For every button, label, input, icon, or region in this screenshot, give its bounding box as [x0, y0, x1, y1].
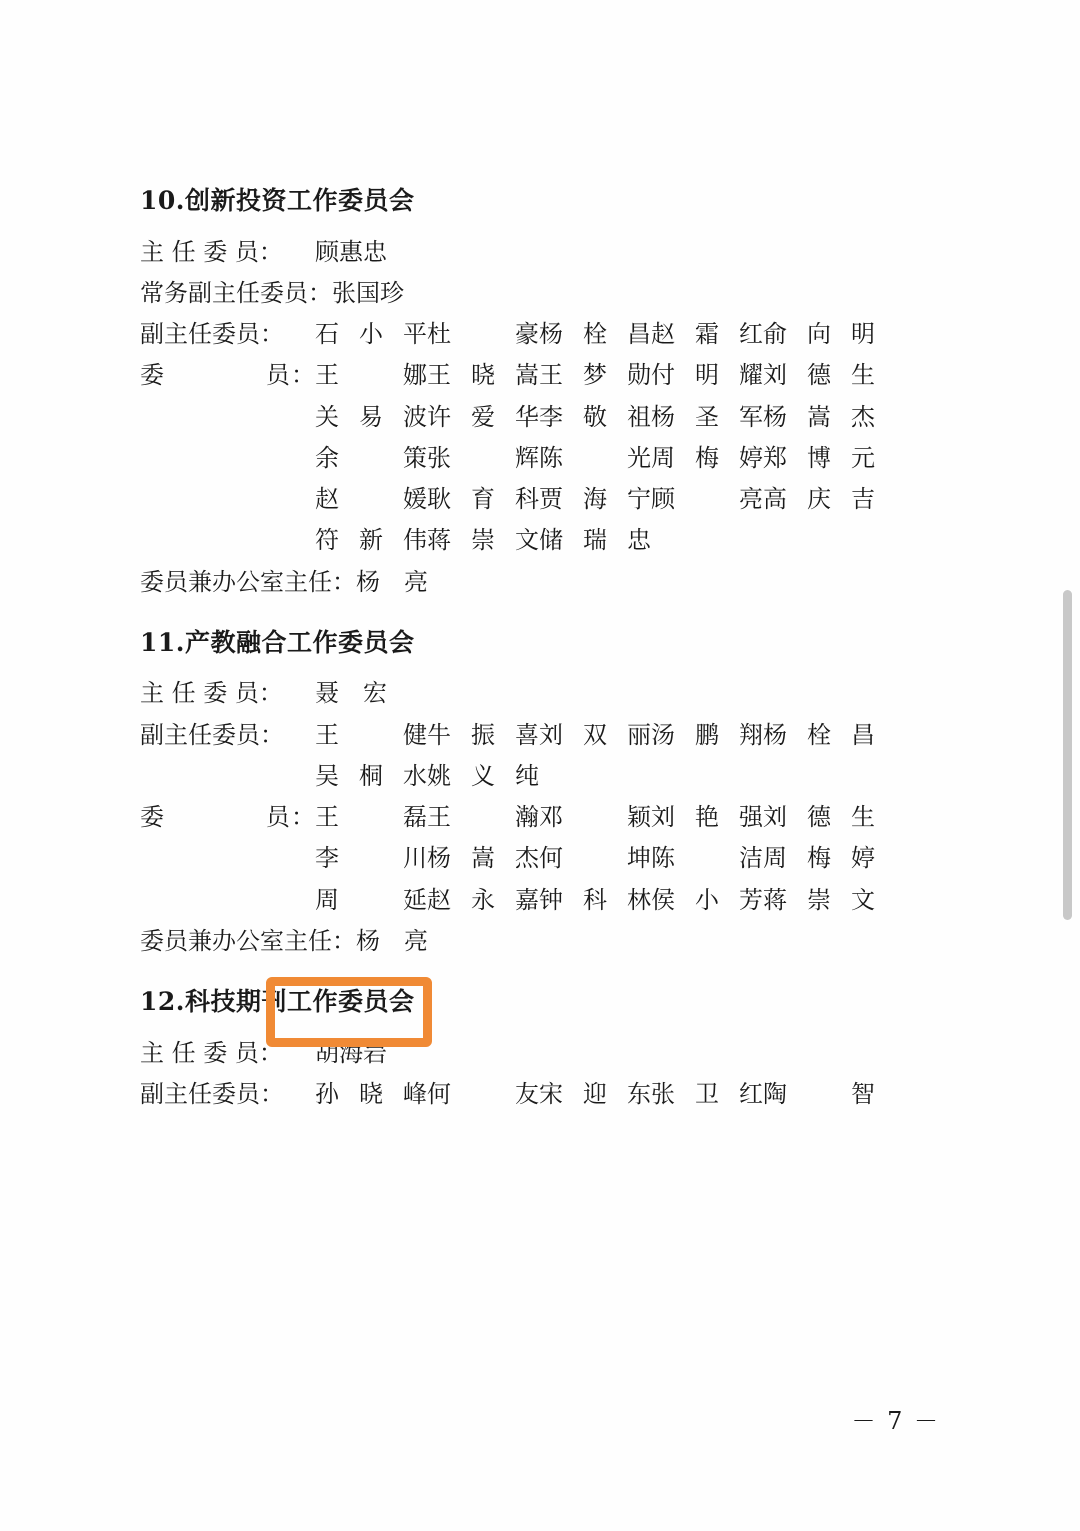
person-name: 陈 光	[539, 443, 651, 472]
person-name: 姚义纯	[427, 761, 539, 790]
document-content	[140, 185, 900, 1115]
person-name: 关易波	[315, 402, 427, 431]
row-members	[140, 355, 900, 396]
person-name: 刘德生	[763, 361, 875, 390]
person-name: 吴桐水	[315, 761, 427, 790]
person-name: 王 瀚	[427, 803, 539, 832]
row-vice-chairmen	[140, 314, 900, 355]
person-name: 杨栓昌	[539, 320, 651, 349]
person-name: 王 磊	[315, 803, 427, 832]
person-name: 宋迎东	[539, 1080, 651, 1109]
person-name: 侯小芳	[651, 885, 763, 914]
section-10-number: 10.	[140, 186, 185, 215]
row-chairman	[140, 673, 900, 714]
person-name: 杨栓昌	[763, 720, 875, 749]
row-members	[140, 797, 900, 838]
person-name: 俞向明	[763, 320, 875, 349]
row-label: 委 员：	[140, 361, 315, 390]
row-members-cont	[140, 479, 900, 520]
section-12-title	[140, 986, 900, 1019]
person-name: 赵霜红	[651, 320, 763, 349]
section-11-number: 11.	[140, 627, 185, 657]
person-name: 高庆吉	[763, 485, 875, 514]
person-name: 聂 宏	[315, 679, 387, 708]
person-name: 周梅婷	[763, 844, 875, 873]
person-name: 符新伟	[315, 526, 427, 555]
person-name: 刘德生	[763, 803, 875, 832]
person-name: 蒋崇文	[427, 526, 539, 555]
person-name: 许爱华	[427, 402, 539, 431]
row-member-and-office-director	[140, 921, 900, 962]
section-11-title	[140, 627, 900, 660]
page-number: － 7 －	[851, 1407, 940, 1435]
section-10-title	[140, 185, 900, 218]
person-name: 赵 媛	[315, 485, 427, 514]
row-members-cont	[140, 520, 900, 561]
section-10	[140, 185, 900, 603]
person-name: 顾惠忠	[315, 237, 387, 266]
person-name: 郑博元	[763, 443, 875, 472]
section-11	[140, 627, 900, 962]
section-11-heading: 产教融合工作委员会	[185, 627, 415, 657]
person-name: 张 辉	[427, 443, 539, 472]
person-name: 储瑞忠	[539, 526, 651, 555]
person-name: 李敬祖	[539, 402, 651, 431]
section-12	[140, 986, 900, 1115]
person-name: 耿育科	[427, 485, 539, 514]
section-spacer	[140, 962, 900, 986]
scrollbar-track[interactable]	[1066, 0, 1076, 1531]
person-name: 杨圣军	[651, 402, 763, 431]
person-name: 杨 亮	[356, 567, 428, 596]
person-name: 顾 亮	[651, 485, 763, 514]
row-member-and-office-director	[140, 562, 900, 603]
row-chairman	[140, 232, 900, 273]
section-12-heading: 科技期刊工作委员会	[185, 987, 415, 1017]
row-label: 主 任 委 员：	[140, 237, 283, 266]
person-name: 杨嵩杰	[763, 402, 875, 431]
person-name: 石小平	[315, 320, 427, 349]
row-chairman	[140, 1033, 900, 1074]
person-name: 杨嵩杰	[427, 844, 539, 873]
person-name: 王 健	[315, 720, 427, 749]
person-name: 牛振喜	[427, 720, 539, 749]
person-name: 孙晓峰	[315, 1080, 427, 1109]
row-label: 主 任 委 员：	[140, 679, 283, 708]
person-name: 邓 颖	[539, 803, 651, 832]
person-name: 刘双丽	[539, 720, 651, 749]
person-name: 王 娜	[315, 361, 427, 390]
person-name: 周梅婷	[651, 443, 763, 472]
person-name: 陈 洁	[651, 844, 763, 873]
row-vice-chairmen-cont	[140, 756, 900, 797]
row-label: 副主任委员：	[140, 1080, 284, 1109]
person-name: 胡海岩	[315, 1038, 387, 1067]
scrollbar-thumb[interactable]	[1063, 590, 1072, 920]
row-members-cont	[140, 397, 900, 438]
section-10-heading: 创新投资工作委员会	[185, 186, 415, 215]
person-name: 钟科林	[539, 885, 651, 914]
row-label: 副主任委员：	[140, 320, 284, 349]
row-vice-chairmen	[140, 1074, 900, 1115]
row-members-cont	[140, 880, 900, 921]
section-12-number: 12.	[140, 987, 185, 1017]
row-label: 委 员：	[140, 803, 315, 832]
person-name: 何 坤	[539, 844, 651, 873]
person-name: 刘艳强	[651, 803, 763, 832]
row-label: 委员兼办公室主任：	[140, 926, 356, 955]
row-label: 主 任 委 员：	[140, 1038, 283, 1067]
person-name: 张卫红	[651, 1080, 763, 1109]
person-name-highlighted: 李 川	[315, 844, 427, 873]
row-label: 常务副主任委员：	[140, 278, 332, 307]
person-name: 周 延	[315, 885, 427, 914]
person-name: 张国珍	[332, 278, 404, 307]
person-name: 汤鹏翔	[651, 720, 763, 749]
person-name: 何 友	[427, 1080, 539, 1109]
section-spacer	[140, 603, 900, 627]
person-name: 赵永嘉	[427, 885, 539, 914]
row-label: 委员兼办公室主任：	[140, 567, 356, 596]
row-label: 副主任委员：	[140, 720, 284, 749]
person-name: 余 策	[315, 443, 427, 472]
person-name: 付明耀	[651, 361, 763, 390]
row-vice-chairmen	[140, 715, 900, 756]
person-name: 贾海宁	[539, 485, 651, 514]
person-name: 陶 智	[763, 1080, 875, 1109]
row-executive-vice-chairman	[140, 273, 900, 314]
person-name: 王梦勋	[539, 361, 651, 390]
row-members-cont-highlighted	[140, 838, 900, 879]
row-members-cont	[140, 438, 900, 479]
person-name: 蒋崇文	[763, 885, 875, 914]
person-name: 王晓嵩	[427, 361, 539, 390]
person-name: 杨 亮	[356, 926, 428, 955]
person-name: 杜 豪	[427, 320, 539, 349]
